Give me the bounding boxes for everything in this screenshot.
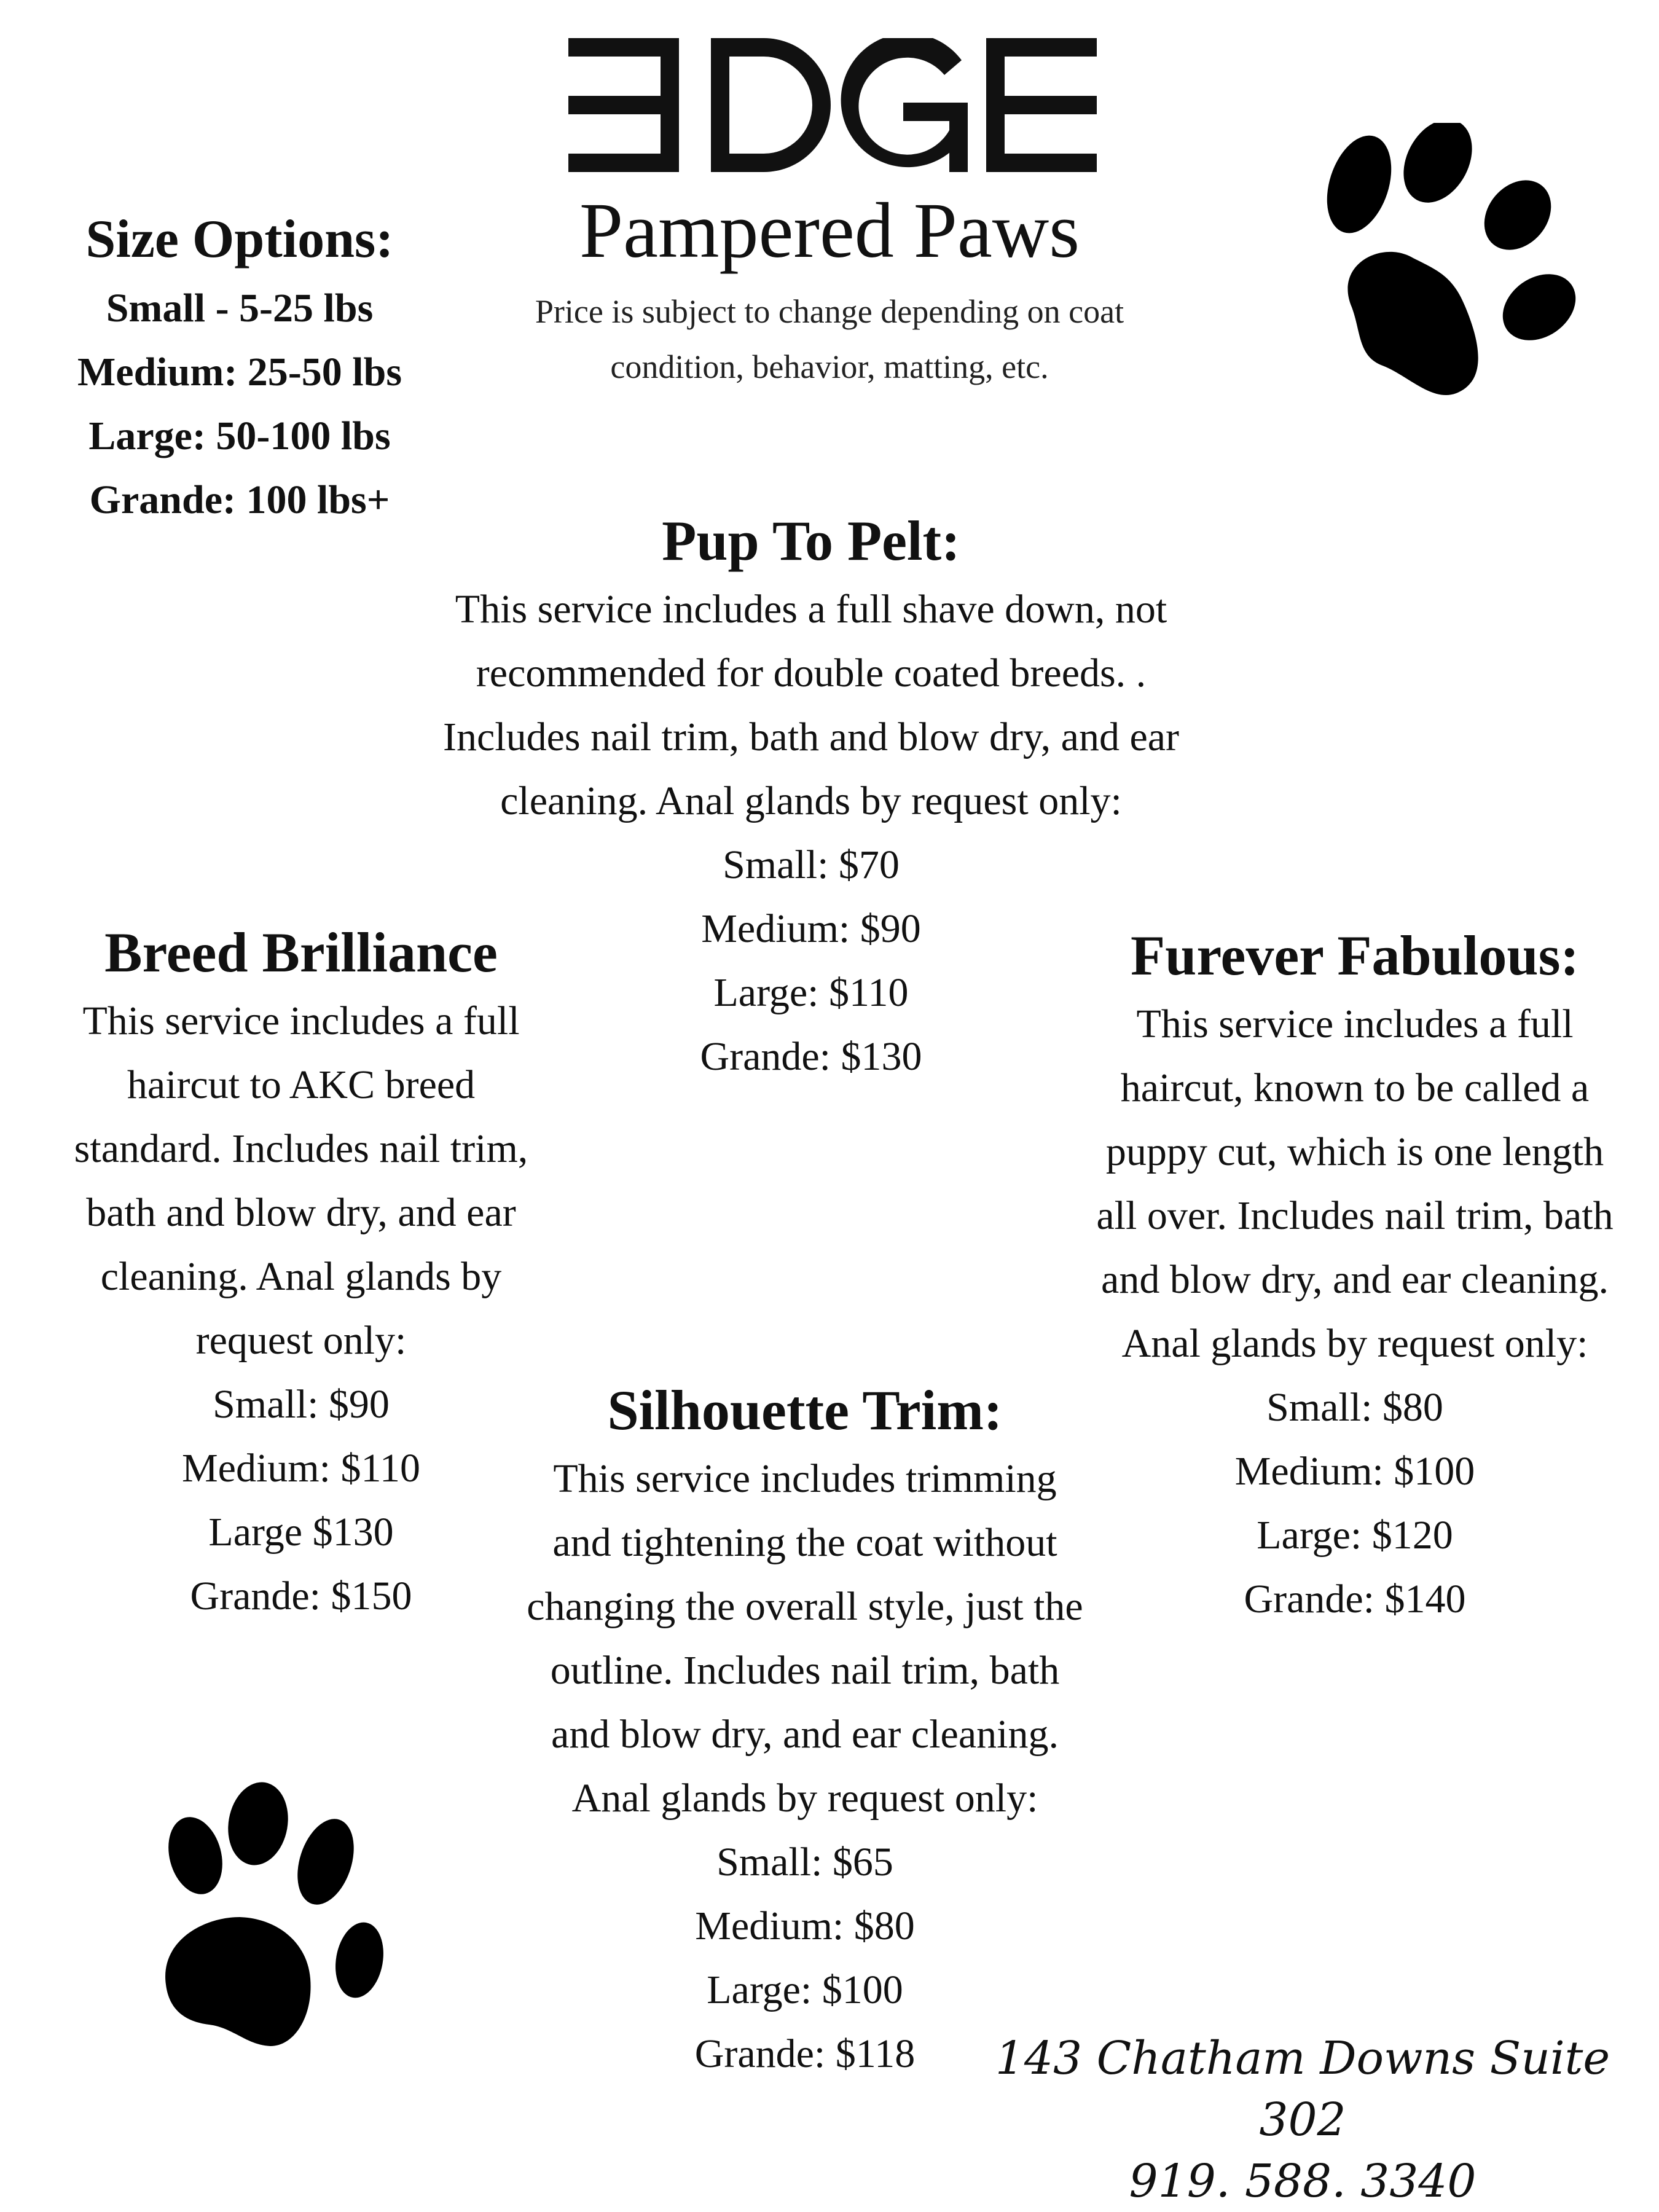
paw-print-icon: [1309, 123, 1579, 406]
price-small: Small: $90: [213, 1382, 390, 1427]
service-breed-brilliance: [31, 916, 571, 1628]
price-large: Large: $100: [707, 1967, 903, 2012]
size-option-large: Large: 50-100 lbs: [88, 414, 391, 458]
service-silhouette-trim: [522, 1373, 1088, 2086]
size-option-medium: Medium: 25-50 lbs: [77, 350, 402, 394]
size-option-grande: Grande: 100 lbs+: [89, 477, 390, 522]
service-description: This service includes trimming and tightening the coat without changing the overall style, just the outline. Includes nail trim, bath and blow dry, and ear cleaning. Anal glands by request only:: [527, 1456, 1083, 1821]
price-large: Large $130: [208, 1510, 394, 1555]
price-medium: Medium: $80: [695, 1904, 915, 1948]
service-description: This service includes a full shave down, not recommended for double coated breeds. . Includes nail trim, bath and blow dry, and ear cleaning. Anal glands by request only:: [442, 587, 1180, 823]
size-options-heading: Size Options:: [85, 210, 394, 269]
service-description: This service includes a full haircut to AKC breed standard. Includes nail trim, bath and blow dry, and ear cleaning. Anal glands by request only:: [74, 998, 528, 1363]
price-grande: Grande: $140: [1244, 1577, 1466, 1622]
service-furever-fabulous: [1069, 919, 1641, 1631]
price-grande: Grande: $118: [694, 2031, 916, 2076]
price-small: Small: $65: [716, 1840, 893, 1885]
price-grande: Grande: $150: [190, 1574, 412, 1618]
size-option-small: Small - 5-25 lbs: [106, 286, 374, 331]
contact-info: [959, 2028, 1647, 2212]
price-small: Small: $70: [723, 842, 900, 887]
paw-print-icon: [147, 1782, 393, 2052]
price-medium: Medium: $110: [181, 1446, 421, 1491]
price-medium: Medium: $100: [1234, 1449, 1475, 1494]
size-options: [25, 203, 455, 532]
service-heading: Silhouette Trim:: [607, 1379, 1003, 1441]
price-grande: Grande: $130: [700, 1034, 922, 1079]
price-note: Price is subject to change depending on coat condition, behavior, matting, etc.: [535, 293, 1124, 385]
price-large: Large: $110: [713, 970, 909, 1015]
price-medium: Medium: $90: [701, 906, 921, 951]
service-heading: Breed Brilliance: [104, 921, 498, 984]
phone-text: 919. 588. 3340: [1129, 2155, 1477, 2208]
price-small: Small: $80: [1266, 1385, 1443, 1430]
service-description: This service includes a full haircut, known to be called a puppy cut, which is one length all over. Includes nail trim, bath and blow dry, and ear cleaning. Anal glands by request only:: [1096, 1002, 1614, 1366]
price-large: Large: $120: [1257, 1513, 1453, 1558]
address-text: 143 Chatham Downs Suite 302: [995, 2032, 1610, 2146]
service-heading: Furever Fabulous:: [1130, 924, 1580, 987]
brand-title: Pampered Paws: [579, 187, 1080, 274]
service-heading: Pup To Pelt:: [662, 509, 960, 572]
edge-logo: [568, 38, 1097, 172]
